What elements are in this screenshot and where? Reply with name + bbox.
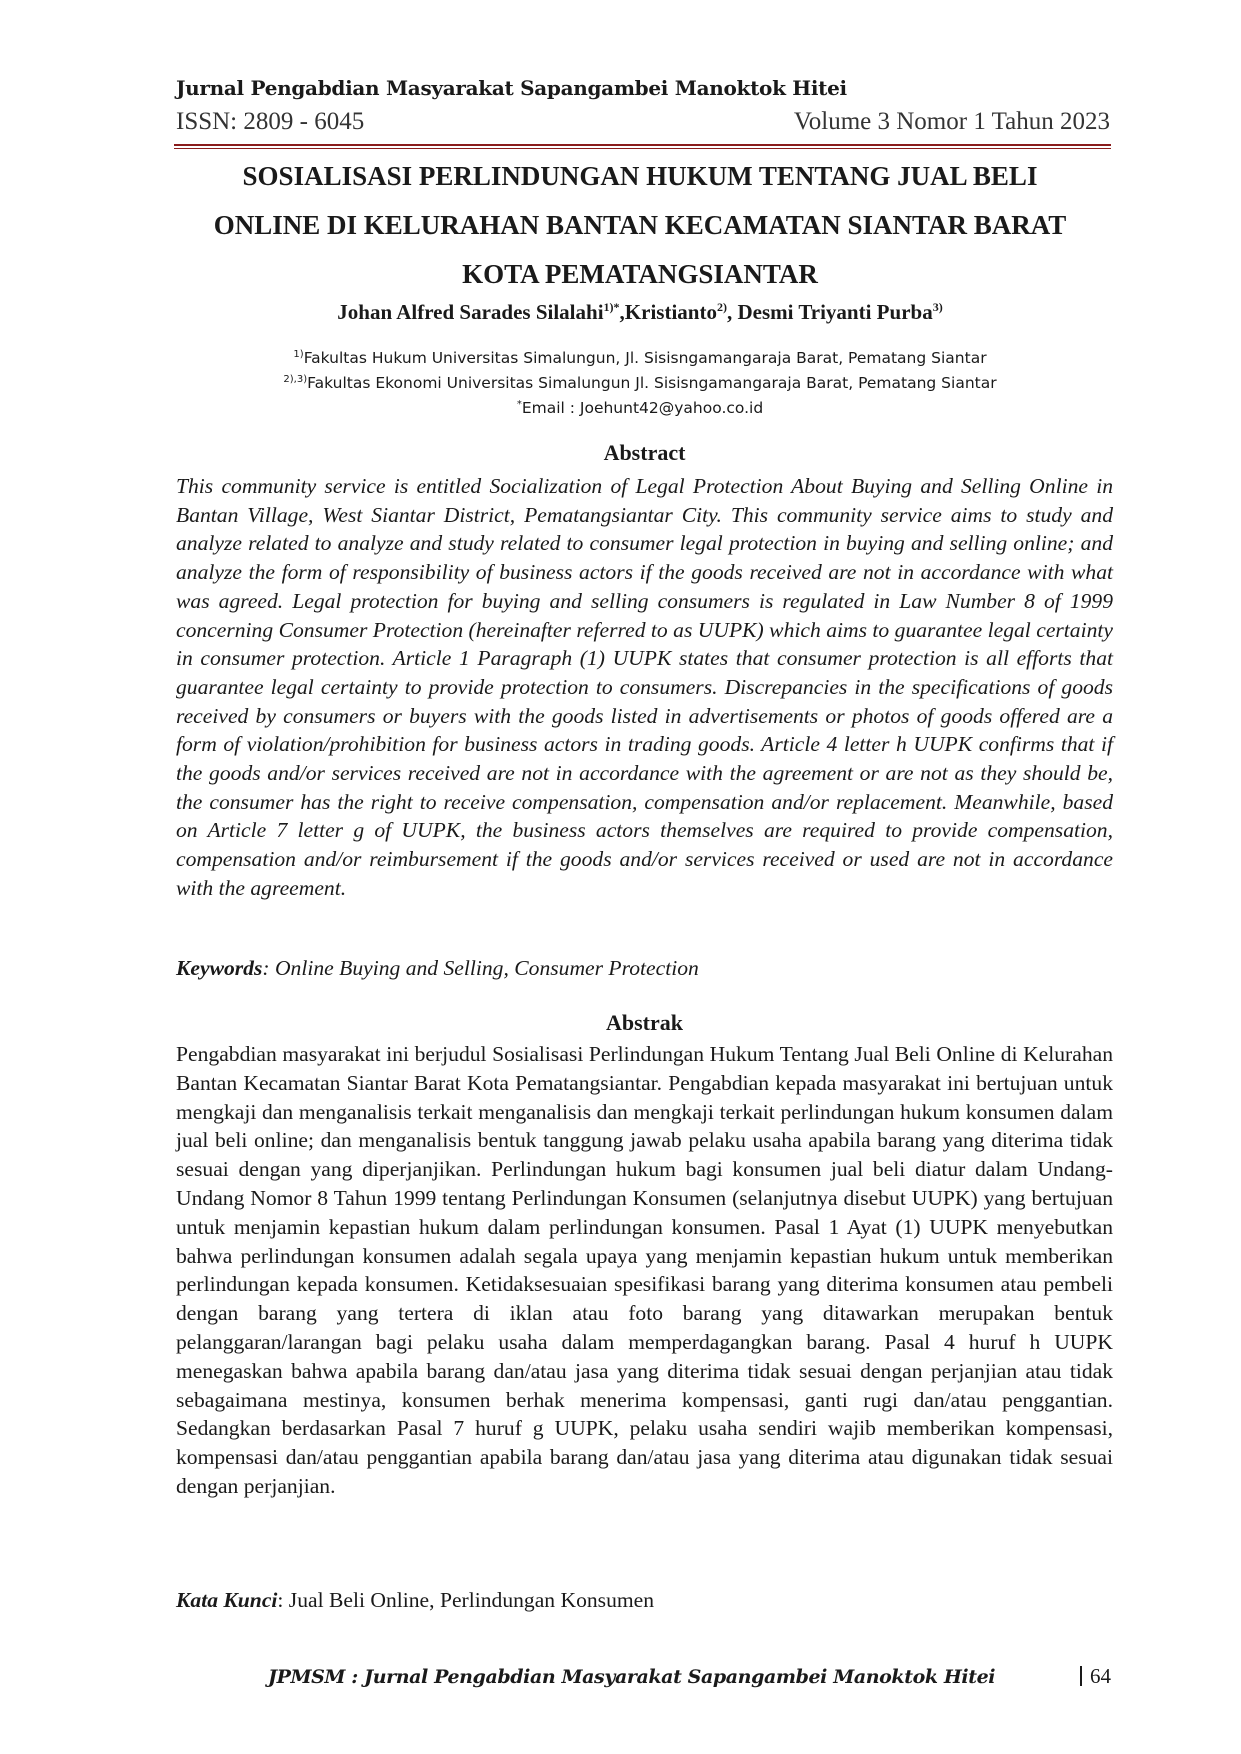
kata-kunci-label: Kata Kunci [176, 1588, 278, 1612]
paper-title-line: SOSIALISASI PERLINDUNGAN HUKUM TENTANG JUAL BELI [242, 161, 1038, 191]
author-name: Johan Alfred Sarades Silalahi [337, 300, 604, 324]
author-name: Desmi Triyanti Purba [737, 300, 933, 324]
affiliation-item [150, 344, 1130, 369]
affiliation-list [150, 344, 1130, 419]
kata-kunci-values: : Jual Beli Online, Perlindungan Konsumen [277, 1588, 655, 1612]
footer-divider [1080, 1666, 1082, 1686]
author-mark: 3) [932, 300, 943, 314]
affiliation-mark: * [516, 399, 522, 411]
running-header-issn: ISSN: 2809 - 6045 [176, 108, 365, 135]
keywords-label: Keywords [176, 956, 263, 980]
affiliation-text: Fakultas Hukum Universitas Simalungun, Jl. Sisisngamangaraja Barat, Pematang Siantar [303, 349, 987, 368]
affiliation-text: Fakultas Ekonomi Universitas Simalungun Jl. Sisisngamangaraja Barat, Pematang Siantar [307, 374, 997, 393]
footer-journal-name: JPMSM : Jurnal Pengabdian Masyarakat Sapangambei Manoktok Hitei [268, 1666, 996, 1688]
affiliation-mark: 2),3) [283, 374, 308, 386]
email-text: Email : Joehunt42@yahoo.co.id [521, 399, 764, 418]
page-number: 64 [1090, 1664, 1111, 1688]
running-header-journal-name: Jurnal Pengabdian Masyarakat Sapangambei Manoktok Hitei [176, 76, 847, 100]
author-list: Johan Alfred Sarades Silalahi$^{1)*}$,Kristianto$^{2)}$, Desmi Triyanti Purba$^{3)}$ [337, 300, 943, 324]
keywords-values: : Online Buying and Selling, Consumer Protection [262, 956, 699, 980]
footer-page-number-block [1080, 1664, 1111, 1689]
author-name: Kristianto [624, 300, 717, 324]
paper-title [150, 152, 1130, 299]
abstrak-heading: Abstrak [605, 1010, 683, 1035]
affiliation-mark: 1) [293, 349, 304, 360]
paper-title-line: ONLINE DI KELURAHAN BANTAN KECAMATAN SIANTAR BARAT [213, 210, 1067, 240]
author-mark: 2) [716, 300, 727, 314]
header-rule-thin [174, 148, 1111, 149]
header-rule [174, 144, 1111, 146]
paper-title-line: KOTA PEMATANGSIANTAR [462, 259, 818, 289]
running-header-volume: Volume 3 Nomor 1 Tahun 2023 [793, 108, 1110, 135]
keywords [176, 956, 1113, 981]
author-mark: 1)* [603, 300, 620, 314]
affiliation-item [150, 369, 1130, 394]
abstract-english-text: This community service is entitled Socialization of Legal Protection About Buying and Selling Online in Bantan Village, West Siantar District, Pematangsiantar City. This community service aims to study and analyze related to analyze and study related to consumer legal protection in buying and selling online; and analyze the form of responsibility of business actors if the goods received are not in accordance with what was agreed. Legal protection for buying and selling consumers is regulated in Law Number 8 of 1999 concerning Consumer Protection (hereinafter referred to as UUPK) which aims to guarantee legal certainty in consumer protection. Article 1 Paragraph (1) UUPK states that consumer protection is all efforts that guarantee legal certainty to provide protection to consumers. Discrepancies in the specifications of goods received by consumers or buyers with the goods listed in advertisements or photos of goods offered are a form of violation/prohibition for business actors in trading goods. Article 4 letter h UUPK confirms that if the goods and/or services received are not in accordance with the agreement or are not as they should be, the consumer has the right to receive compensation, compensation and/or replacement. Meanwhile, based on Article 7 letter g of UUPK, the business actors themselves are required to provide compensation, compensation and/or reimbursement if the goods and/or services received or used are not in accordance with the agreement. [176, 474, 1113, 900]
kata-kunci [176, 1588, 1113, 1613]
abstract-heading: Abstract [603, 440, 686, 465]
affiliation-email [150, 394, 1130, 419]
abstract-indonesian-text: Pengabdian masyarakat ini berjudul Sosialisasi Perlindungan Hukum Tentang Jual Beli Online di Kelurahan Bantan Kecamatan Siantar Barat Kota Pematangsiantar. Pengabdian kepada masyarakat ini bertujuan untuk mengkaji dan menganalisis terkait menganalisis dan mengkaji terkait perlindungan hukum konsumen dalam jual beli online; dan menganalisis bentuk tanggung jawab pelaku usaha apabila barang yang diterima tidak sesuai dengan yang diperjanjikan. Perlindungan hukum bagi konsumen jual beli diatur dalam Undang-Undang Nomor 8 Tahun 1999 tentang Perlindungan Konsumen (selanjutnya disebut UUPK) yang bertujuan untuk menjamin kepastian hukum dalam perlindungan konsumen. Pasal 1 Ayat (1) UUPK menyebutkan bahwa perlindungan konsumen adalah segala upaya yang menjamin kepastian hukum untuk memberikan perlindungan kepada konsumen. Ketidaksesuaian spesifikasi barang yang diterima konsumen atau pembeli dengan barang yang tertera di iklan atau foto barang yang ditawarkan merupakan bentuk pelanggaran/larangan bagi pelaku usaha dalam memperdagangkan barang. Pasal 4 huruf h UUPK menegaskan bahwa apabila barang dan/atau jasa yang diterima tidak sesuai dengan perjanjian atau tidak sebagaimana mestinya, konsumen berhak menerima kompensasi, ganti rugi dan/atau penggantian. Sedangkan berdasarkan Pasal 7 huruf g UUPK, pelaku usaha sendiri wajib memberikan kompensasi, kompensasi dan/atau penggantian apabila barang dan/atau jasa yang diterima atau digunakan tidak sesuai dengan perjanjian. [176, 1042, 1113, 1498]
